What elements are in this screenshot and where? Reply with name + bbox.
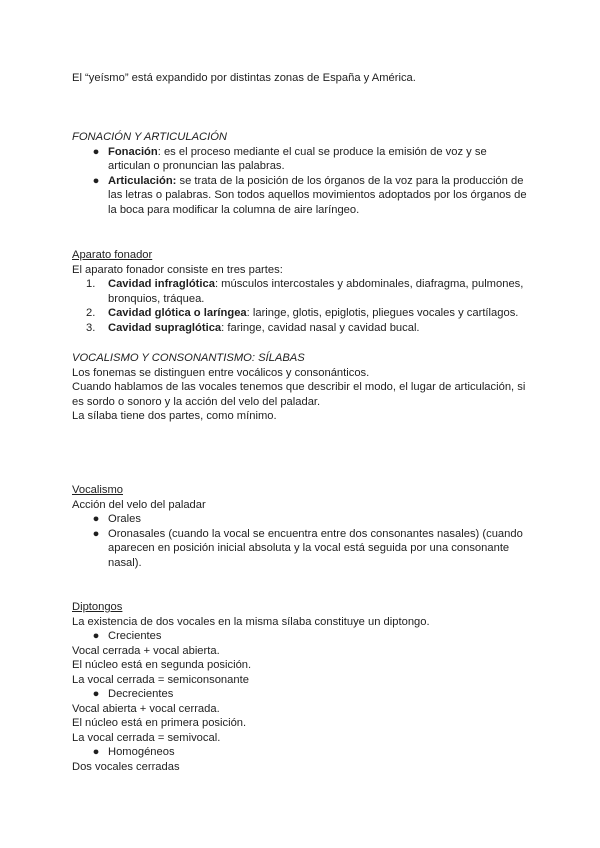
item-text: Oronasales (cuando la vocal se encuentra entre dos consonantes nasales) (cuando aparecen en posición inicial absoluta y la vocal está seguida por una consonante nasal). — [108, 527, 523, 569]
paragraph-line: La vocal cerrada = semivocal. — [72, 731, 221, 744]
bullet-item-decrecientes — [72, 687, 528, 702]
bullet-item-crecientes — [72, 629, 528, 644]
section-vocalismo — [72, 483, 528, 570]
numbered-item-infraglotica — [72, 277, 528, 306]
intro-text: El “yeísmo” está expandido por distintas zonas de España y América. — [72, 72, 416, 84]
bullet-icon: ● — [92, 174, 100, 187]
definition-articulacion: se trata de la posición de los órganos de la voz para la producción de las letras o palabras. Son todos aquellos movimientos adoptados por los órganos de la boca para modificar la columna de aire laríngeo. — [108, 174, 527, 216]
paragraph-line: Vocal cerrada + vocal abierta. — [72, 644, 220, 657]
numbered-item-glotica — [72, 306, 528, 321]
definition-infraglotica: : músculos intercostales y abdominales, diafragma, pulmones, bronquios, tráquea. — [108, 278, 524, 305]
section-aparato — [72, 248, 528, 335]
paragraph-line: Vocal abierta + vocal cerrada. — [72, 702, 220, 715]
definition-fonacion: : es el proceso mediante el cual se produce la emisión de voz y se articulan o pronuncian las palabras. — [108, 145, 487, 172]
item-text: Crecientes — [108, 630, 162, 642]
item-number: 2. — [86, 307, 96, 319]
definition-glotica: : laringe, glotis, epiglotis, pliegues vocales y cartílagos. — [246, 307, 519, 319]
item-text: Homogéneos — [108, 746, 175, 758]
bullet-icon: ● — [92, 630, 100, 642]
section-diptongos — [72, 600, 528, 774]
item-number: 1. — [86, 278, 96, 290]
bullet-item-homogeneos — [72, 745, 528, 760]
intro-paragraph — [72, 71, 528, 86]
bullet-icon: ● — [92, 746, 100, 758]
item-number: 3. — [86, 321, 96, 334]
bullet-icon: ● — [92, 527, 100, 540]
paragraph-line: La vocal cerrada = semiconsonante — [72, 673, 249, 686]
paragraph-line: El núcleo está en primera posición. — [72, 717, 247, 729]
item-text: Decrecientes — [108, 688, 174, 700]
section-heading-aparato: Aparato fonador — [72, 249, 153, 261]
bullet-icon: ● — [92, 145, 100, 158]
paragraph-line: El núcleo está en segunda posición. — [72, 659, 252, 671]
section-heading-diptongos: Diptongos — [72, 601, 123, 613]
paragraph-line: Dos vocales cerradas — [72, 760, 180, 773]
diptongos-intro: La existencia de dos vocales en la misma sílaba constituye un diptongo. — [72, 615, 430, 628]
numbered-item-supraglotica — [72, 321, 528, 336]
item-text: Orales — [108, 513, 141, 525]
section-vocalismo-consonantismo — [72, 351, 528, 424]
section-heading-vocalismo: Vocalismo — [72, 484, 123, 496]
definition-supraglotica: : faringe, cavidad nasal y cavidad bucal. — [221, 321, 420, 334]
vocalismo-intro: Acción del velo del paladar — [72, 498, 206, 511]
bullet-icon: ● — [92, 513, 100, 525]
term-fonacion: Fonación — [108, 145, 158, 158]
paragraph-line: Los fonemas se distinguen entre vocálicos y consonánticos. — [72, 366, 370, 379]
term-glotica: Cavidad glótica o laríngea — [108, 307, 247, 319]
bullet-item-articulacion — [72, 174, 528, 218]
section-heading-fonacion: FONACIÓN Y ARTICULACIÓN — [72, 131, 227, 143]
term-infraglotica: Cavidad infraglótica — [108, 278, 215, 290]
paragraph-line: Cuando hablamos de las vocales tenemos que describir el modo, el lugar de articulación, si es sordo o sonoro y la acción del velo del paladar. — [72, 381, 526, 408]
bullet-item-oronasales — [72, 527, 528, 571]
bullet-item-orales — [72, 512, 528, 527]
paragraph-line: La sílaba tiene dos partes, como mínimo. — [72, 410, 277, 422]
term-supraglotica: Cavidad supraglótica — [108, 321, 222, 334]
section-heading-vocalismo-consonantismo: VOCALISMO Y CONSONANTISMO: SÍLABAS — [72, 352, 305, 364]
term-articulacion: Articulación: — [108, 174, 177, 187]
aparato-intro: El aparato fonador consiste en tres partes: — [72, 263, 283, 276]
bullet-item-fonacion — [72, 145, 528, 174]
section-fonacion — [72, 130, 528, 217]
bullet-icon: ● — [92, 688, 100, 700]
